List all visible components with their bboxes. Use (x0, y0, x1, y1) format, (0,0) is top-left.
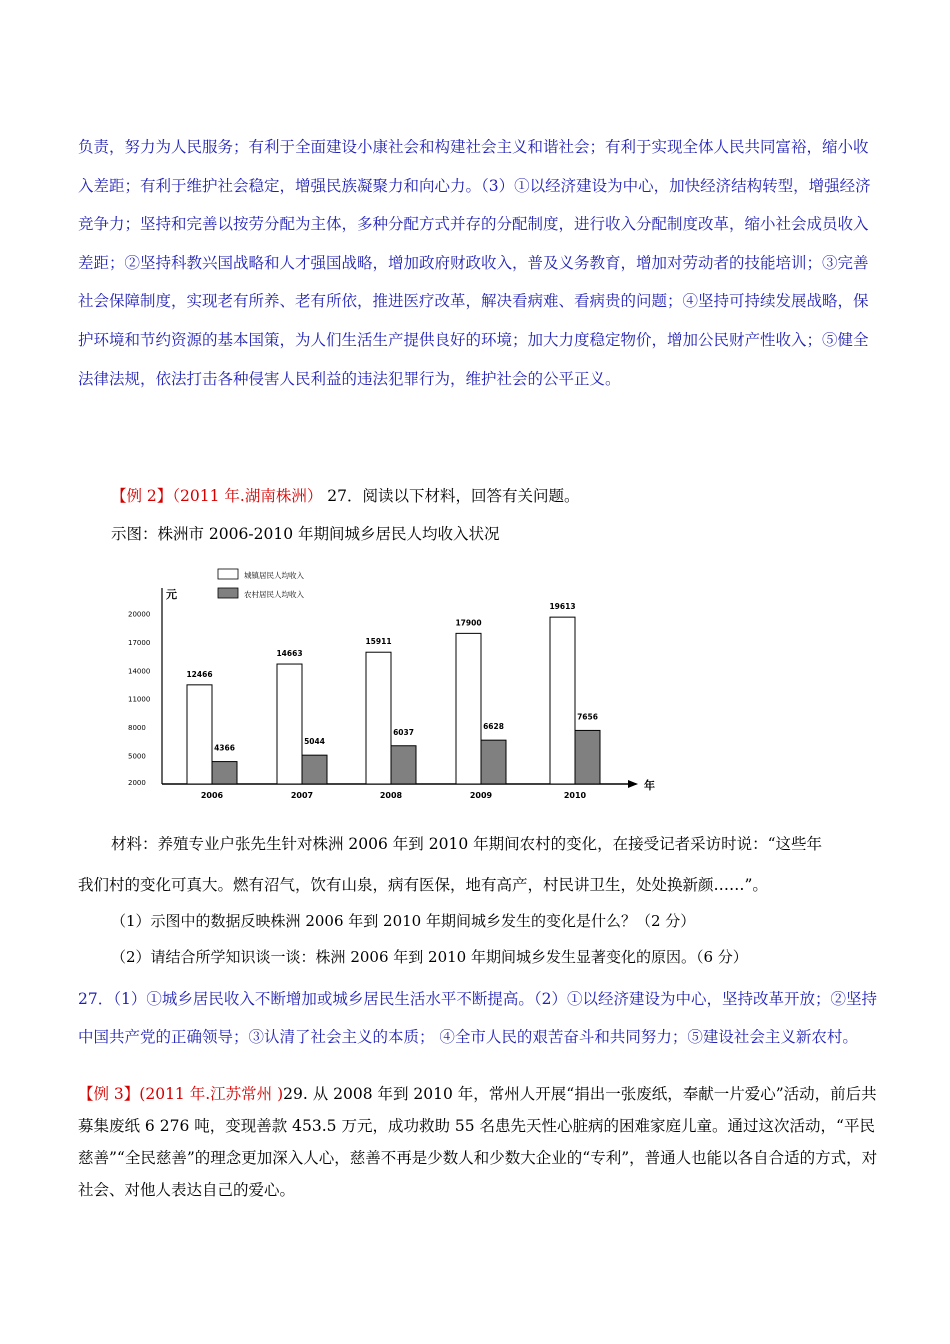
answer-paragraph-1: 负责，努力为人民服务；有利于全面建设小康社会和构建社会主义和谐社会；有利于实现全体人民共同富裕，缩小收入差距；有利于维护社会稳定，增强民族凝聚力和向心力。（3）①以经济建设为中心，加快经济结构转型，增强经济竞争力；坚持和完善以按劳分配为主体，多种分配方式并存的分配制度，进行收入分配制度改革，缩小社会成员收入差距；②坚持科教兴国战略和人才强国战略，增加政府财政收入，普及义务教育，增加对劳动者的技能培训；③完善社会保障制度，实现老有所养、老有所依，推进医疗改革，解决看病难、看病贵的问题；④坚持可持续发展战略，保护环境和节约资源的基本国策，为人们生活生产提供良好的环境；加大力度稳定物价，增加公民财产性收入；⑤健全法律法规，依法打击各种侵害人民利益的违法犯罪行为，维护社会的公平正义。 (78, 138, 871, 388)
bar-urban (187, 685, 212, 784)
x-axis-label: 年 (644, 779, 655, 792)
x-axis-arrow (628, 780, 638, 788)
income-bar-chart (120, 560, 680, 805)
x-tick-label: 2006 (200, 791, 224, 800)
y-tick-label: 2000 (128, 779, 146, 787)
bar-rural (391, 746, 416, 784)
data-label-urban: 14663 (276, 649, 303, 659)
example-3-tag: 【例 3】 (78, 1085, 140, 1103)
legend-label-urban: 城镇居民人均收入 (244, 571, 304, 580)
x-tick-label: 2007 (290, 791, 314, 800)
y-tick-label: 11000 (128, 695, 151, 704)
bar-urban (456, 633, 481, 784)
example-2-heading (111, 484, 580, 506)
bar-urban (366, 652, 391, 784)
material-line-2: 我们村的变化可真大。燃有沼气，饮有山泉，病有医保，地有高产，村民讲卫生，处处换新颜……”。 (78, 876, 768, 894)
data-label-rural: 5044 (304, 737, 325, 747)
bar-rural (212, 762, 237, 784)
bar-urban (550, 617, 575, 784)
y-tick-label: 8000 (128, 724, 146, 733)
data-label-rural: 6037 (393, 727, 414, 737)
legend-swatch-rural (218, 588, 238, 598)
legend-label-rural: 农村居民人均收入 (244, 590, 304, 599)
example-3-text: 29. 从 2008 年到 2010 年，常州人开展“捐出一张废纸，奉献一片爱心”活动，前后共募集废纸 6 276 吨，变现善款 453.5 万元，成功救助 55 名患先天性心脏病的困难家庭儿童。通过这次活动，“平民慈善”“全民慈善”的理念更加深入人心，慈善不再是少数人和少数大企业的“专利”，普通人也能以各自合适的方式，对社会、对他人表达自己的爱心。 (78, 1085, 878, 1199)
x-tick-label: 2009 (469, 791, 493, 800)
question-2: （2）请结合所学知识谈一谈：株洲 2006 年到 2010 年期间城乡发生显著变化的原因。（6 分） (111, 948, 748, 966)
data-label-urban: 19613 (549, 602, 576, 612)
y-tick-label: 17000 (128, 638, 151, 647)
bar-rural (575, 730, 600, 784)
question-1: （1）示图中的数据反映株洲 2006 年到 2010 年期间城乡发生的变化是什么？（2 分） (111, 912, 696, 930)
y-tick-label: 20000 (128, 610, 151, 619)
example-2-tag: 【例 2】 (111, 487, 173, 505)
bar-rural (302, 755, 327, 784)
material-line-1: 材料：养殖专业户张先生针对株洲 2006 年到 2010 年期间农村的变化，在接受记者采访时说：“这些年 (111, 835, 823, 853)
answer-paragraph-2: 27．（1）①城乡居民收入不断增加或城乡居民生活水平不断提高。（2）①以经济建设为中心，坚持改革开放；②坚持中国共产党的正确领导；③认清了社会主义的本质； ④全市人民的艰苦奋斗和共同努力；⑤建设社会主义新农村。 (78, 990, 877, 1046)
bar-urban (277, 664, 302, 784)
y-tick-label: 5000 (128, 752, 146, 761)
chart-caption: 示图：株洲市 2006-2010 年期间城乡居民人均收入状况 (111, 525, 500, 543)
x-tick-label: 2008 (379, 791, 403, 800)
data-label-rural: 6628 (483, 722, 504, 732)
y-axis-label: 元 (166, 588, 177, 601)
data-label-rural: 7656 (577, 712, 598, 722)
example-3-source: (2011 年.江苏常州 ) (139, 1085, 284, 1103)
data-label-urban: 17900 (455, 618, 482, 628)
legend-swatch-urban (218, 569, 238, 579)
x-tick-label: 2010 (563, 791, 587, 800)
example-2-stem: 27．阅读以下材料，回答有关问题。 (327, 487, 580, 505)
data-label-urban: 12466 (186, 669, 213, 679)
y-tick-label: 14000 (128, 667, 151, 676)
example-3-paragraph (78, 1078, 878, 1206)
data-label-urban: 15911 (365, 637, 392, 647)
bar-rural (481, 740, 506, 784)
example-2-source: （2011 年.湖南株洲） (172, 487, 323, 505)
data-label-rural: 4366 (214, 743, 235, 753)
